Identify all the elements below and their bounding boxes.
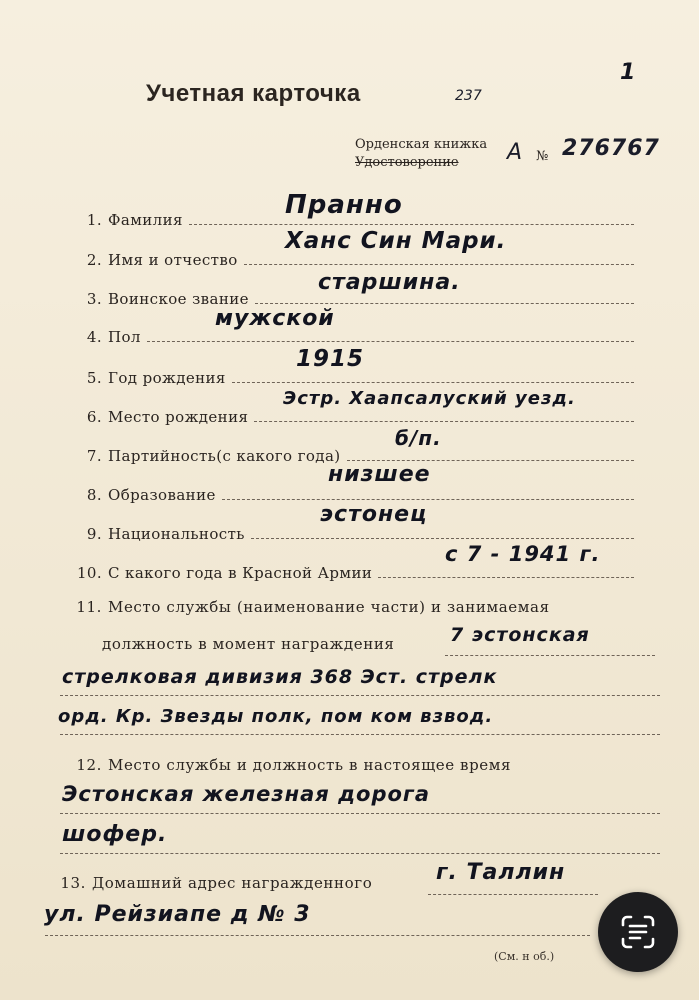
field-label: Место службы и должность в настоящее время: [108, 756, 512, 774]
text-scan-icon: [619, 913, 657, 951]
field-dotted-line: [251, 537, 634, 539]
field-12-label: [74, 756, 511, 774]
field-label: Имя и отчество: [108, 251, 238, 269]
order-book-prefix: А: [507, 140, 523, 165]
corner-number: 1: [620, 60, 637, 85]
field-label: Место службы (наименование части) и занимаемая: [108, 598, 550, 616]
field-label: С какого года в Красной Армии: [108, 564, 373, 582]
field-number: 11.: [76, 598, 102, 616]
field-number: 3.: [86, 290, 102, 308]
field-11-value-line3: орд. Кр. Звезды полк, пом ком взвод.: [58, 706, 494, 727]
field-dotted-line: [60, 733, 660, 735]
field-11-label-line2: должность в момент награждения: [102, 635, 395, 653]
order-book-labels: [355, 136, 487, 172]
title-handwritten-note: 237: [455, 88, 482, 104]
order-book-no-label: №: [536, 149, 549, 164]
field-dotted-line: [255, 302, 634, 304]
field-number: 8.: [86, 486, 102, 504]
field-label: Образование: [108, 486, 216, 504]
field-dotted-line: [60, 694, 660, 696]
field-number: 10.: [76, 564, 102, 582]
field-value-birthplace: Эстр. Хаапсалуский уезд.: [283, 388, 576, 409]
field-row-4: [74, 322, 634, 346]
field-label: Фамилия: [108, 211, 183, 229]
field-label: Пол: [108, 328, 141, 346]
field-value-army-since: с 7 - 1941 г.: [445, 542, 601, 566]
field-label: Год рождения: [108, 369, 226, 387]
field-value-education: низшее: [328, 462, 431, 487]
field-dotted-line: [428, 893, 598, 895]
field-dotted-line: [445, 654, 655, 656]
field-label: Место рождения: [108, 408, 249, 426]
field-number: 6.: [86, 408, 102, 426]
field-value-sex: мужской: [215, 306, 335, 331]
field-number: 2.: [86, 251, 102, 269]
field-value-birth-year: 1915: [296, 346, 365, 372]
field-13-value-line2: ул. Рейзиапе д № 3: [44, 902, 311, 927]
field-dotted-line: [189, 223, 634, 225]
field-11-value-line2: стрелковая дивизия 368 Эст. стрелк: [62, 666, 498, 688]
field-dotted-line: [147, 340, 634, 342]
text-scan-button[interactable]: [598, 892, 678, 972]
field-label: Партийность(с какого года): [108, 447, 341, 465]
field-value-party: б/п.: [395, 426, 442, 450]
field-dotted-line: [60, 852, 660, 854]
field-number: 5.: [86, 369, 102, 387]
field-dotted-line: [222, 498, 634, 500]
field-dotted-line: [254, 420, 634, 422]
field-value-rank: старшина.: [318, 270, 461, 295]
field-number: 13.: [60, 874, 86, 892]
field-value-surname: Пранно: [285, 190, 403, 220]
field-13-value-line1: г. Таллин: [436, 860, 566, 885]
card-title: Учетная карточка: [146, 80, 361, 107]
field-dotted-line: [45, 934, 590, 936]
field-value-nationality: эстонец: [320, 502, 428, 527]
field-label: Домашний адрес награжденного: [92, 874, 373, 892]
field-value-name: Ханс Син Мари.: [285, 228, 507, 254]
field-label: Национальность: [108, 525, 245, 543]
order-book-number: 276767: [562, 136, 660, 161]
footnote: (См. н об.): [494, 950, 555, 963]
field-11-label-line1: [74, 598, 550, 616]
field-dotted-line: [244, 263, 634, 265]
field-number: 4.: [86, 328, 102, 346]
field-13-label: [58, 874, 372, 892]
field-dotted-line: [232, 381, 634, 383]
field-dotted-line: [60, 812, 660, 814]
field-dotted-line: [347, 459, 634, 461]
field-number: 1.: [86, 211, 102, 229]
crossed-label: Удостоверение: [355, 155, 459, 170]
order-book-label: Орденская книжка: [355, 137, 488, 152]
field-12-value-line1: Эстонская железная дорога: [62, 782, 431, 806]
field-12-value-line2: шофер.: [62, 822, 168, 847]
field-number: 12.: [76, 756, 102, 774]
field-dotted-line: [378, 576, 634, 578]
field-number: 7.: [86, 447, 102, 465]
field-11-value-line1: 7 эстонская: [450, 624, 590, 646]
field-number: 9.: [86, 525, 102, 543]
field-label: Воинское звание: [108, 290, 249, 308]
